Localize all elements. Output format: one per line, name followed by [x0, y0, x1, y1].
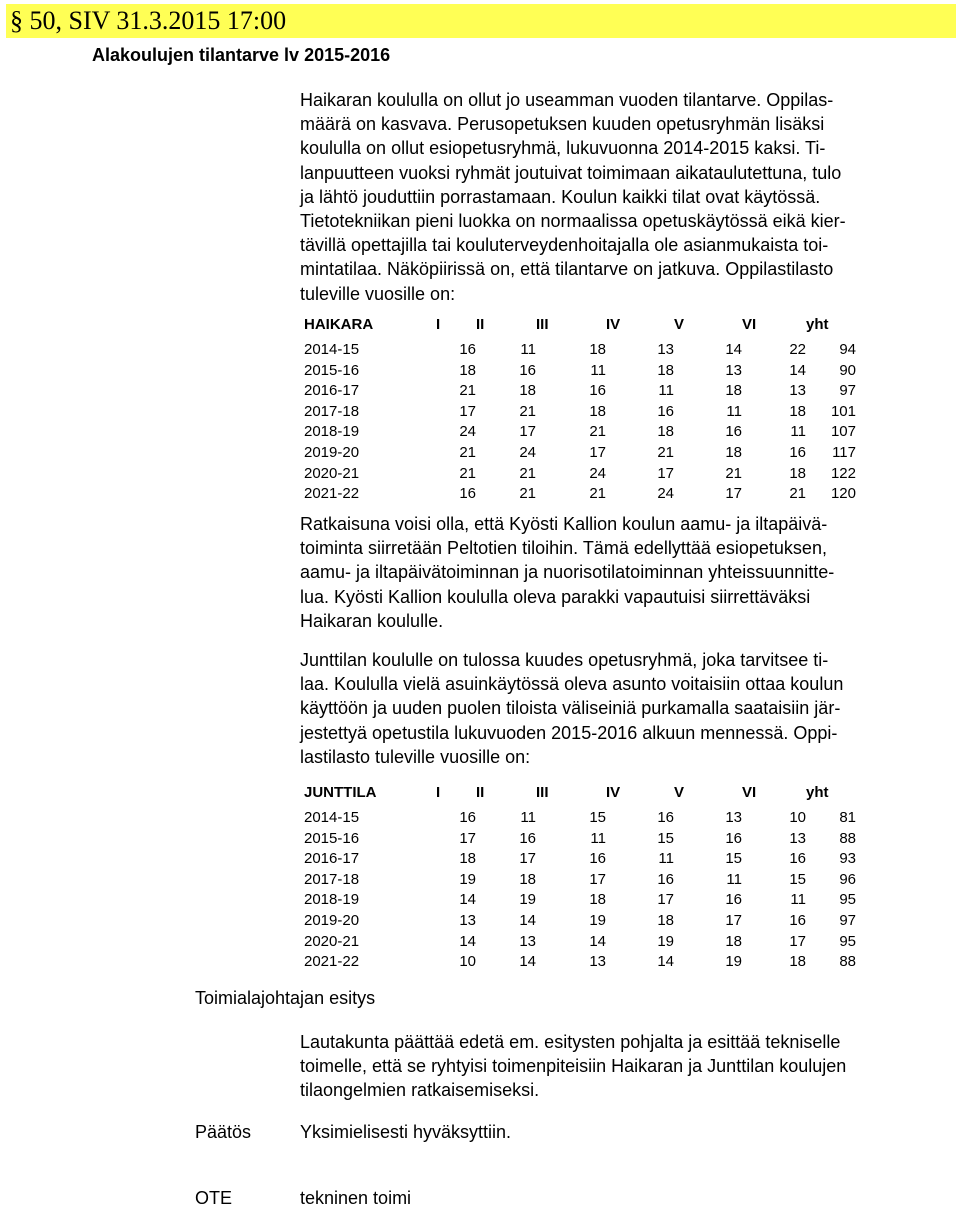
value-cell: 16	[789, 911, 806, 929]
value-cell: 13	[589, 953, 606, 971]
value-cell: 21	[459, 443, 476, 461]
value-cell: 17	[789, 932, 806, 950]
value-cell: 18	[789, 402, 806, 420]
value-cell: 94	[839, 341, 856, 358]
value-cell: 88	[839, 953, 856, 971]
column-header: V	[674, 784, 685, 801]
text-line: Tietotekniikan pieni luokka on normaalissa opetuskäytössä eikä kier-	[300, 211, 846, 232]
value-cell: 11	[658, 850, 674, 868]
value-cell: 18	[657, 423, 674, 441]
value-cell: 16	[657, 809, 674, 826]
value-cell: 16	[459, 485, 476, 503]
value-cell: 21	[519, 402, 536, 420]
value-cell: 17	[589, 870, 606, 888]
text-line: aamu- ja iltapäivätoiminnan ja nuorisotilatoiminnan yhteissuunnitte-	[300, 562, 835, 583]
text-line: Haikaran koululle.	[300, 610, 444, 631]
text-line: Ratkaisuna voisi olla, että Kyösti Kallion koulun aamu- ja iltapäivä-	[300, 514, 828, 534]
value-cell: 16	[589, 382, 606, 400]
year-cell: 2020-21	[304, 464, 360, 482]
value-cell: 11	[726, 870, 742, 888]
value-cell: 16	[725, 423, 742, 441]
value-cell: 22	[789, 341, 806, 358]
column-header: VI	[742, 784, 757, 801]
value-cell: 19	[725, 953, 742, 971]
value-cell: 120	[830, 485, 856, 503]
table-row	[304, 361, 856, 382]
value-cell: 17	[519, 850, 536, 868]
value-cell: 14	[519, 911, 536, 929]
value-cell: 122	[830, 464, 856, 482]
column-header: VI	[742, 316, 757, 333]
column-header: II	[476, 784, 485, 801]
value-cell: 10	[789, 809, 806, 826]
value-cell: 24	[459, 423, 476, 441]
year-cell: 2018-19	[304, 891, 360, 909]
value-cell: 97	[839, 382, 856, 400]
value-cell: 13	[789, 382, 806, 400]
value-cell: 21	[789, 485, 806, 503]
text-line: Junttilan koululle on tulossa kuudes opetusryhmä, joka tarvitsee ti-	[300, 650, 829, 670]
column-header: IV	[606, 784, 621, 801]
value-cell: 14	[589, 932, 606, 950]
year-cell: 2015-16	[304, 361, 360, 379]
table-junttila	[304, 778, 856, 973]
value-cell: 18	[589, 402, 606, 420]
ote-label: OTE	[195, 1188, 233, 1208]
value-cell: 11	[520, 809, 536, 826]
table-row	[304, 932, 856, 953]
value-cell: 19	[519, 891, 536, 909]
value-cell: 16	[519, 361, 536, 379]
column-header: III	[536, 784, 549, 801]
table-row	[304, 422, 856, 443]
meeting-header: § 50, SIV 31.3.2015 17:00	[6, 4, 956, 38]
value-cell: 16	[519, 829, 536, 847]
table-header-row	[304, 778, 856, 808]
column-header: I	[436, 316, 441, 333]
year-cell: 2021-22	[304, 953, 360, 971]
value-cell: 24	[519, 443, 536, 461]
value-cell: 21	[589, 485, 606, 503]
value-cell: 14	[459, 932, 476, 950]
text-line: käyttöön ja uuden puolen tiloista väliseiniä purkamalla saataisiin jär-	[300, 698, 841, 719]
value-cell: 21	[459, 382, 476, 400]
year-cell: 2016-17	[304, 382, 360, 400]
value-cell: 13	[789, 829, 806, 847]
value-cell: 16	[657, 402, 674, 420]
document-title: Alakoulujen tilantarve lv 2015-2016	[92, 45, 391, 65]
text-line: toimelle, että se ryhtyisi toimenpiteisiin Haikaran ja Junttilan koulujen	[300, 1056, 847, 1077]
value-cell: 17	[459, 402, 476, 420]
year-cell: 2018-19	[304, 423, 360, 441]
value-cell: 16	[725, 891, 742, 909]
text-line: tuleville vuosille on:	[300, 283, 456, 304]
value-cell: 95	[839, 932, 856, 950]
value-cell: 14	[519, 953, 536, 971]
year-cell: 2016-17	[304, 850, 360, 868]
value-cell: 95	[839, 891, 856, 909]
proposal-text	[300, 1030, 900, 1103]
column-header: V	[674, 316, 685, 333]
column-header: JUNTTILA	[304, 784, 377, 801]
text-line: tilaongelmien ratkaisemiseksi.	[300, 1080, 540, 1101]
value-cell: 11	[590, 829, 606, 847]
value-cell: 16	[657, 870, 674, 888]
value-cell: 13	[459, 911, 476, 929]
value-cell: 18	[519, 382, 536, 400]
text-line: tävillä opettajilla tai kouluterveydenhoitajalla ole asianmukaista toi-	[300, 235, 829, 256]
year-cell: 2021-22	[304, 485, 360, 503]
text-line: ja lähtö jouduttiin porrastamaan. Koulun kaikki tilat ovat käytössä.	[300, 186, 821, 207]
value-cell: 17	[725, 485, 742, 503]
decision-text: Yksimielisesti hyväksyttiin.	[300, 1122, 512, 1142]
table-row	[304, 443, 856, 464]
value-cell: 17	[725, 911, 742, 929]
text-line: määrä on kasvava. Perusopetuksen kuuden opetusryhmän lisäksi	[300, 114, 825, 135]
value-cell: 24	[589, 464, 606, 482]
value-cell: 18	[789, 464, 806, 482]
table-row	[304, 849, 856, 870]
value-cell: 14	[657, 953, 674, 971]
value-cell: 21	[519, 485, 536, 503]
value-cell: 101	[830, 402, 856, 420]
value-cell: 18	[725, 382, 742, 400]
column-header: II	[476, 316, 485, 333]
value-cell: 88	[839, 829, 856, 847]
value-cell: 15	[657, 829, 674, 847]
table-row	[304, 402, 856, 423]
value-cell: 18	[657, 911, 674, 929]
value-cell: 107	[830, 423, 856, 441]
value-cell: 81	[839, 809, 856, 826]
value-cell: 18	[589, 341, 606, 358]
value-cell: 16	[589, 850, 606, 868]
table-haikara	[304, 310, 856, 505]
value-cell: 17	[459, 829, 476, 847]
value-cell: 18	[789, 953, 806, 971]
text-line: koululla on ollut esiopetusryhmä, lukuvuonna 2014-2015 kaksi. Ti-	[300, 138, 826, 159]
value-cell: 24	[657, 485, 674, 503]
value-cell: 18	[657, 361, 674, 379]
value-cell: 19	[657, 932, 674, 950]
value-cell: 13	[519, 932, 536, 950]
value-cell: 21	[589, 423, 606, 441]
value-cell: 18	[589, 891, 606, 909]
value-cell: 16	[459, 809, 476, 826]
text-line: Lautakunta päättää edetä em. esitysten pohjalta ja esittää tekniselle	[300, 1032, 841, 1052]
value-cell: 18	[459, 850, 476, 868]
table-row	[304, 890, 856, 911]
value-cell: 16	[789, 443, 806, 461]
table-row	[304, 911, 856, 932]
value-cell: 21	[725, 464, 742, 482]
paragraph-haikara-intro	[300, 88, 900, 306]
text-line: toiminta siirretään Peltotien tiloihin. Tämä edellyttää esiopetuksen,	[300, 538, 827, 559]
text-line: jestettyä opetustila lukuvuoden 2015-2016 alkuun mennessä. Oppi-	[300, 722, 838, 743]
column-header: III	[536, 316, 549, 333]
value-cell: 18	[459, 361, 476, 379]
value-cell: 14	[459, 891, 476, 909]
value-cell: 16	[725, 829, 742, 847]
column-header: I	[436, 784, 441, 801]
year-cell: 2015-16	[304, 829, 360, 847]
value-cell: 97	[839, 911, 856, 929]
value-cell: 17	[657, 464, 674, 482]
value-cell: 13	[725, 361, 742, 379]
value-cell: 11	[726, 402, 742, 420]
value-cell: 96	[839, 870, 856, 888]
year-cell: 2014-15	[304, 341, 360, 358]
text-line: lastilasto tuleville vuosille on:	[300, 746, 531, 767]
year-cell: 2017-18	[304, 870, 360, 888]
text-line: lua. Kyösti Kallion koululla oleva parakki vapautuisi siirrettäväksi	[300, 586, 811, 607]
value-cell: 11	[590, 361, 606, 379]
value-cell: 19	[589, 911, 606, 929]
table-row	[304, 340, 856, 361]
text-line: Haikaran koululla on ollut jo useamman vuoden tilantarve. Oppilas-	[300, 90, 834, 110]
table-row	[304, 870, 856, 891]
year-cell: 2020-21	[304, 932, 360, 950]
year-cell: 2019-20	[304, 911, 360, 929]
year-cell: 2014-15	[304, 809, 360, 826]
text-line: mintatilaa. Näköpiirissä on, että tilantarve on jatkuva. Oppilastilasto	[300, 259, 834, 280]
value-cell: 11	[790, 891, 806, 909]
value-cell: 11	[790, 423, 806, 441]
year-cell: 2019-20	[304, 443, 360, 461]
column-header: IV	[606, 316, 621, 333]
table-row	[304, 808, 856, 829]
paragraph-junttila	[300, 648, 900, 769]
value-cell: 16	[459, 341, 476, 358]
value-cell: 117	[832, 443, 856, 461]
value-cell: 18	[725, 932, 742, 950]
text-line: laa. Koululla vielä asuinkäytössä oleva asunto voitaisiin ottaa koulun	[300, 674, 844, 695]
value-cell: 10	[459, 953, 476, 971]
value-cell: 93	[839, 850, 856, 868]
value-cell: 17	[519, 423, 536, 441]
value-cell: 15	[589, 809, 606, 826]
value-cell: 11	[658, 382, 674, 400]
value-cell: 15	[789, 870, 806, 888]
value-cell: 21	[519, 464, 536, 482]
value-cell: 17	[657, 891, 674, 909]
text-line: lanpuutteen vuoksi ryhmät joutuivat toimimaan aikataulutettuna, tulo	[300, 162, 842, 183]
value-cell: 17	[589, 443, 606, 461]
ote-text: tekninen toimi	[300, 1188, 412, 1208]
table-row	[304, 381, 856, 402]
value-cell: 14	[725, 341, 742, 358]
table-row	[304, 829, 856, 850]
value-cell: 90	[839, 361, 856, 379]
table-row	[304, 952, 856, 973]
decision-label: Päätös	[195, 1122, 252, 1142]
table-row	[304, 484, 856, 505]
value-cell: 16	[789, 850, 806, 868]
value-cell: 21	[459, 464, 476, 482]
value-cell: 18	[519, 870, 536, 888]
column-header: yht	[806, 784, 829, 801]
table-row	[304, 464, 856, 485]
paragraph-solution	[300, 512, 900, 633]
column-header: HAIKARA	[304, 316, 374, 333]
value-cell: 11	[520, 341, 536, 358]
value-cell: 13	[725, 809, 742, 826]
value-cell: 21	[657, 443, 674, 461]
value-cell: 19	[459, 870, 476, 888]
table-header-row	[304, 310, 856, 340]
proposal-label: Toimialajohtajan esitys	[195, 988, 376, 1008]
value-cell: 15	[725, 850, 742, 868]
column-header: yht	[806, 316, 829, 333]
value-cell: 18	[725, 443, 742, 461]
value-cell: 14	[789, 361, 806, 379]
value-cell: 13	[657, 341, 674, 358]
year-cell: 2017-18	[304, 402, 360, 420]
